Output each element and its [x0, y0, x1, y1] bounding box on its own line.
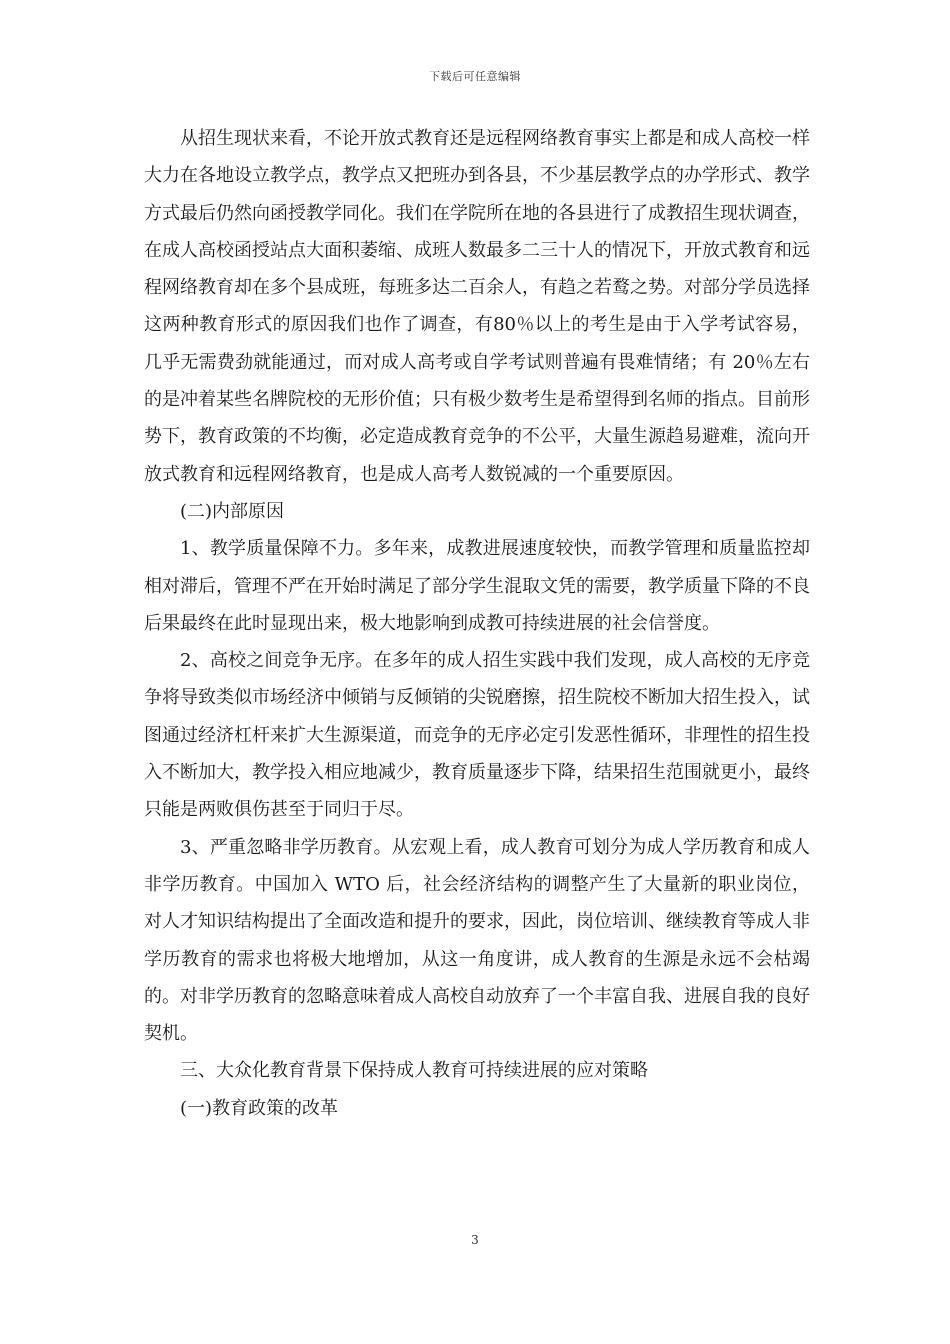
page-header: 下载后可任意编辑 [429, 70, 521, 83]
subsection-heading-policy-reform: (一)教育政策的改革 [180, 1097, 339, 1119]
page-number: 3 [471, 1233, 479, 1247]
paragraph-teaching-quality: 1、教学质量保障不力。多年来，成教进展速度较快，而教学管理和质量监控却相对滞后，管理不严在开始时满足了部分学生混取文凭的需要，教学质量下降的不良后果最终在此时显现出来，极大地影响到成教可持续进展的社会信誉度。 [144, 538, 810, 634]
section-heading-internal-causes: (二)内部原因 [180, 500, 285, 522]
section-heading-strategies: 三、大众化教育背景下保持成人教育可持续进展的应对策略 [180, 1060, 648, 1082]
paragraph-enrollment-status: 从招生现状来看，不论开放式教育还是远程网络教育事实上都是和成人高校一样大力在各地设立教学点，教学点又把班办到各县，不少基层教学点的办学形式、教学方式最后仍然向函授教学同化。我们在学院所在地的各县进行了成教招生现状调查，在成人高校函授站点大面积萎缩、成班人数最多二三十人的情况下，开放式教育和远程网络教育却在多个县成班，每班多达二百余人，有趋之若鹜之势。对部分学员选择这两种教育形式的原因我们也作了调查，有80％以上的考生是由于入学考试容易，几乎无需费劲就能通过，而对成人高考或自学考试则普遍有畏难情绪；有 20％左右的是冲着某些名牌院校的无形价值；只有极少数考生是希望得到名师的指点。目前形势下，教育政策的不均衡，必定造成教育竞争的不公平，大量生源趋易避难，流向开放式教育和远程网络教育，也是成人高考人数锐减的一个重要原因。 [144, 128, 810, 485]
paragraph-disorderly-competition: 2、高校之间竞争无序。在多年的成人招生实践中我们发现，成人高校的无序竞争将导致类似市场经济中倾销与反倾销的尖锐磨擦，招生院校不断加大招生投入，试图通过经济杠杆来扩大生源渠道，而竞争的无序必定引发恶性循环，非理性的招生投入不断加大，教学投入相应地减少，教育质量逐步下降，结果招生范围就更小，最终只能是两败俱伤甚至于同归于尽。 [144, 650, 810, 821]
document-body [144, 120, 810, 1127]
paragraph-non-degree-education: 3、严重忽略非学历教育。从宏观上看，成人教育可划分为成人学历教育和成人非学历教育。中国加入 WTO 后，社会经济结构的调整产生了大量新的职业岗位，对人才知识结构提出了全面改造和提升的要求，因此，岗位培训、继续教育等成人非学历教育的需求也将极大地增加，从这一角度讲，成人教育的生源是永远不会枯竭的。对非学历教育的忽略意味着成人高校自动放弃了一个丰富自我、进展自我的良好契机。 [144, 836, 810, 1045]
